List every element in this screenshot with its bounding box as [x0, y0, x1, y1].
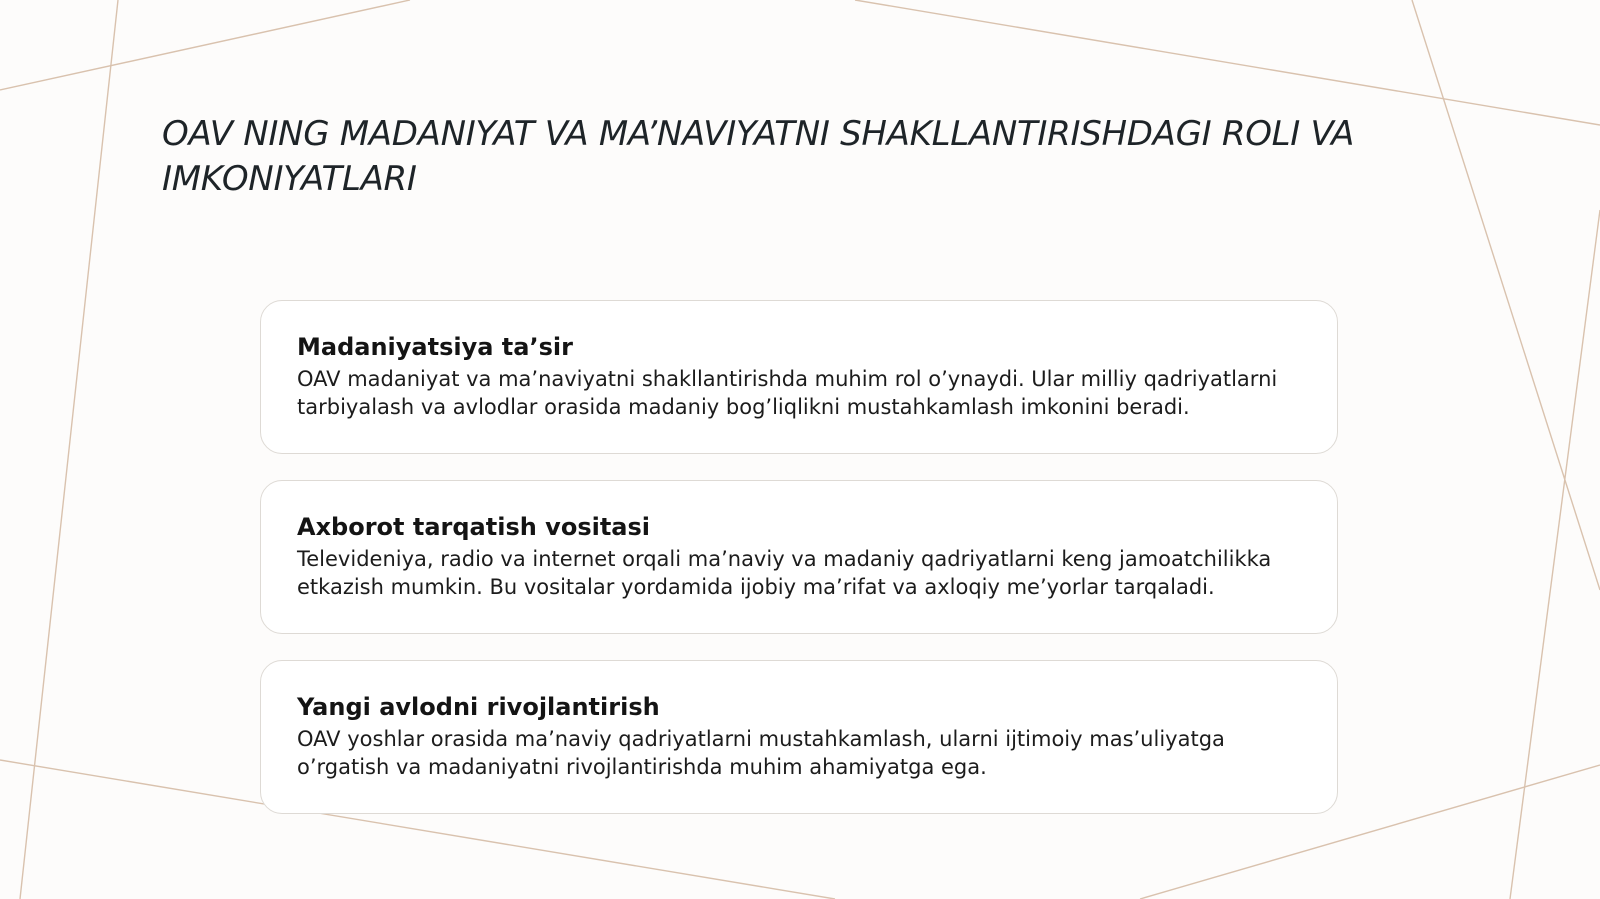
- card-text: OAV yoshlar orasida ma’naviy qadriyatlarni mustahkamlash, ularni ijtimoiy mas’uliyatga o’rgatish va madaniyatni rivojlantirishda muhim ahamiyatga ega.: [297, 727, 1225, 779]
- card-new-generation-development: [260, 660, 1338, 814]
- card-heading: Yangi avlodni rivojlantirish: [297, 693, 660, 721]
- card-heading: Madaniyatsiya ta’sir: [297, 333, 573, 361]
- bg-line: [20, 0, 118, 899]
- card-information-distribution: [260, 480, 1338, 634]
- card-text: OAV madaniyat va ma’naviyatni shakllantirishda muhim rol o’ynaydi. Ular milliy qadriyatlarni tarbiyalash va avlodlar orasida madaniy bog’liqlikni mustahkamlash imkonini beradi.: [297, 367, 1278, 419]
- slide-title: OAV NING MADANIYAT VA MA’NAVIYATNI SHAKLLANTIRISHDAGI ROLI VA IMKONIYATLARI: [162, 114, 1355, 199]
- card-text: Televideniya, radio va internet orqali ma’naviy va madaniy qadriyatlarni keng jamoatchilikka etkazish mumkin. Bu vositalar yordamida ijobiy ma’rifat va axloqiy me’yorlar tarqaladi.: [297, 547, 1272, 599]
- bg-line: [1510, 210, 1600, 899]
- bg-line: [1412, 0, 1600, 590]
- card-cultural-influence: [260, 300, 1338, 454]
- bg-line: [855, 0, 1600, 125]
- bg-line: [0, 0, 410, 90]
- card-heading: Axborot tarqatish vositasi: [297, 513, 651, 541]
